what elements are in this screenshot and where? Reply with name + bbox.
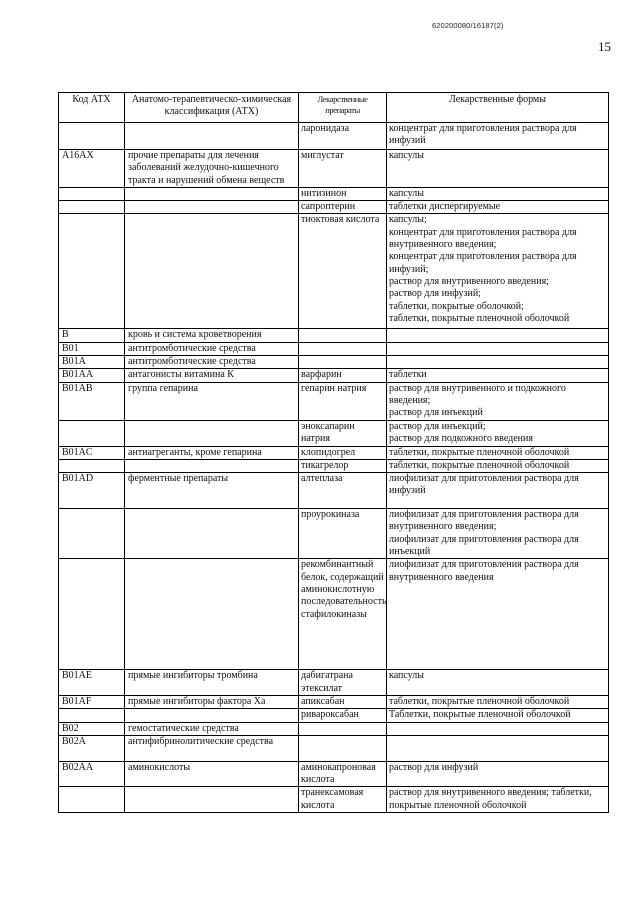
table-row [59, 123, 609, 150]
drug-name-cell: эноксапарин натрия [299, 420, 387, 446]
atc-classification-cell [125, 787, 299, 813]
drug-name-cell: аминокапроновая кислота [299, 761, 387, 787]
drug-name-cell: нитизинон [299, 187, 387, 200]
atc-code-cell: B02A [59, 735, 125, 761]
dosage-form-item: раствор для инъекций [389, 407, 483, 419]
drug-name-cell: сапроптерин [299, 201, 387, 214]
drug-name-cell: миглустат [299, 150, 387, 188]
atc-code-cell: B [59, 329, 125, 342]
table-row [59, 735, 609, 761]
atc-code-cell: B01AD [59, 473, 125, 509]
dosage-form-item: лиофилизат для приготовления раствора для инъекций [389, 533, 579, 558]
table-row [59, 670, 609, 696]
atc-classification-cell [125, 509, 299, 559]
dosage-forms-cell [387, 329, 609, 342]
atc-code-cell: A16AX [59, 150, 125, 188]
atc-code-cell [59, 214, 125, 329]
dosage-form-item: раствор для внутривенного и подкожного введения; [389, 382, 566, 406]
drug-name-cell: клопидогрел [299, 446, 387, 459]
drug-name-cell [299, 722, 387, 735]
atc-code-cell [59, 787, 125, 813]
atc-code-cell: B01AF [59, 695, 125, 708]
atc-code-cell: B02AA [59, 761, 125, 787]
dosage-forms-cell [387, 695, 609, 708]
atc-code-cell: B01A [59, 356, 125, 369]
atc-code-cell: B01AE [59, 670, 125, 696]
atc-classification-cell: аминокислоты [125, 761, 299, 787]
dosage-forms-cell [387, 473, 609, 509]
dosage-forms-cell [387, 420, 609, 446]
column-header-drugs: Лекарственные препараты [299, 93, 387, 123]
dosage-forms-cell [387, 787, 609, 813]
table-row [59, 509, 609, 559]
table-row [59, 473, 609, 509]
drug-name-cell: дабигатрана этексилат [299, 670, 387, 696]
dosage-forms-cell [387, 201, 609, 214]
table-row [59, 150, 609, 188]
dosage-forms-cell [387, 356, 609, 369]
table-row [59, 369, 609, 382]
drug-name-cell [299, 735, 387, 761]
drug-name-cell [299, 329, 387, 342]
table-row [59, 695, 609, 708]
dosage-forms-cell [387, 187, 609, 200]
drug-name-cell: ривароксабан [299, 709, 387, 722]
atc-code-cell: B01 [59, 342, 125, 355]
table-row [59, 214, 609, 329]
atc-code-cell [59, 201, 125, 214]
atc-classification-cell: группа гепарина [125, 382, 299, 420]
table-header-row [59, 93, 609, 123]
table-row [59, 459, 609, 472]
dosage-form-item: таблетки, покрытые оболочкой; [389, 300, 524, 312]
table-row [59, 787, 609, 813]
dosage-forms-cell [387, 509, 609, 559]
dosage-forms-cell [387, 559, 609, 670]
dosage-form-item: капсулы [389, 670, 424, 682]
dosage-forms-cell [387, 382, 609, 420]
drug-name-cell: алтеплаза [299, 473, 387, 509]
table-row [59, 329, 609, 342]
table-row [59, 201, 609, 214]
atc-code-cell: B01AA [59, 369, 125, 382]
dosage-forms-cell [387, 123, 609, 150]
atc-classification-cell: гемостатические средства [125, 722, 299, 735]
atc-classification-cell [125, 559, 299, 670]
column-header-forms: Лекарственные формы [387, 93, 609, 123]
dosage-forms-cell [387, 761, 609, 787]
atc-drug-table [58, 92, 609, 813]
atc-classification-cell: прямые ингибиторы фактора Xa [125, 695, 299, 708]
dosage-forms-cell [387, 709, 609, 722]
dosage-form-item: Таблетки, покрытые пленочной оболочкой [389, 709, 571, 721]
atc-code-cell: B02 [59, 722, 125, 735]
atc-classification-cell [125, 420, 299, 446]
column-header-atc: Анатомо-терапевтическо-химическая классификация (АТХ) [125, 93, 299, 123]
atc-code-cell [59, 509, 125, 559]
dosage-form-item: раствор для внутривенного введения; [389, 275, 549, 287]
dosage-forms-cell [387, 459, 609, 472]
drug-name-cell [299, 356, 387, 369]
atc-classification-cell [125, 709, 299, 722]
dosage-form-item: раствор для внутривенного введения; таблетки, покрытые пленочной оболочкой [389, 787, 592, 811]
drug-name-cell: апиксабан [299, 695, 387, 708]
table-row [59, 559, 609, 670]
dosage-forms-cell [387, 722, 609, 735]
drug-name-cell: ларонидаза [299, 123, 387, 150]
atc-classification-cell [125, 214, 299, 329]
dosage-form-item: раствор для инфузий [389, 761, 479, 773]
dosage-form-item: таблетки, покрытые пленочной оболочкой [389, 312, 570, 324]
dosage-form-item: капсулы [389, 187, 424, 199]
atc-code-cell [59, 187, 125, 200]
atc-classification-cell: антагонисты витамина К [125, 369, 299, 382]
table-row [59, 382, 609, 420]
drug-name-cell: варфарин [299, 369, 387, 382]
dosage-form-item: таблетки [389, 369, 427, 381]
dosage-form-item: раствор для подкожного введения [389, 432, 533, 444]
dosage-form-item: лиофилизат для приготовления раствора для инфузий [389, 473, 579, 497]
atc-classification-cell [125, 123, 299, 150]
dosage-forms-cell [387, 670, 609, 696]
atc-code-cell [59, 709, 125, 722]
dosage-forms-cell [387, 446, 609, 459]
dosage-form-item: концентрат для приготовления раствора для инфузий; [389, 251, 577, 275]
dosage-forms-cell [387, 369, 609, 382]
dosage-form-item: таблетки диспергируемые [389, 201, 501, 213]
atc-code-cell: B01AB [59, 382, 125, 420]
atc-code-cell [59, 559, 125, 670]
table-row [59, 420, 609, 446]
dosage-form-item: таблетки, покрытые пленочной оболочкой [389, 695, 570, 707]
dosage-form-item: таблетки, покрытые пленочной оболочкой [389, 459, 570, 471]
dosage-forms-cell [387, 342, 609, 355]
atc-classification-cell: прочие препараты для лечения заболеваний желудочно-кишечного тракта и нарушений обмена веществ [125, 150, 299, 188]
atc-classification-cell: кровь и система кроветворения [125, 329, 299, 342]
atc-classification-cell [125, 201, 299, 214]
table-row [59, 342, 609, 355]
dosage-form-item: концентрат для приготовления раствора для внутривенного введения; [389, 226, 577, 251]
drug-name-cell [299, 342, 387, 355]
dosage-form-item: раствор для инфузий; [389, 288, 481, 300]
atc-classification-cell [125, 187, 299, 200]
atc-code-cell [59, 459, 125, 472]
table-row [59, 709, 609, 722]
dosage-forms-cell [387, 150, 609, 188]
atc-code-cell [59, 123, 125, 150]
drug-name-cell: рекомбинантный белок, содержащий аминокислотную последовательность стафилокиназы [299, 559, 387, 670]
drug-name-cell: проурокиназа [299, 509, 387, 559]
dosage-form-item: лиофилизат для приготовления раствора для внутривенного введения; [389, 509, 579, 533]
atc-code-cell: B01AC [59, 446, 125, 459]
dosage-form-item: лиофилизат для приготовления раствора для внутривенного введения [389, 559, 579, 583]
drug-name-cell: тикагрелор [299, 459, 387, 472]
drug-name-cell: гепарин натрия [299, 382, 387, 420]
column-header-code: Код АТХ [59, 93, 125, 123]
atc-classification-cell: антитромботические средства [125, 342, 299, 355]
dosage-form-item: капсулы; [389, 214, 427, 226]
drug-name-cell: тиоктовая кислота [299, 214, 387, 329]
atc-classification-cell [125, 459, 299, 472]
atc-classification-cell: антиагреганты, кроме гепарина [125, 446, 299, 459]
drug-name-cell: транексамовая кислота [299, 787, 387, 813]
dosage-forms-cell [387, 735, 609, 761]
table-row [59, 187, 609, 200]
dosage-form-item: концентрат для приготовления раствора для инфузий [389, 123, 577, 147]
atc-classification-cell: антитромботические средства [125, 356, 299, 369]
dosage-forms-cell [387, 214, 609, 329]
dosage-form-item: капсулы [389, 150, 424, 161]
atc-classification-cell: антифибринолитические средства [125, 735, 299, 761]
table-row [59, 761, 609, 787]
table-row [59, 356, 609, 369]
dosage-form-item: раствор для инъекций; [389, 420, 486, 432]
table-body [59, 123, 609, 813]
page-number: 15 [598, 39, 611, 54]
table-row [59, 446, 609, 459]
dosage-form-item: таблетки, покрытые пленочной оболочкой [389, 446, 570, 458]
table-row [59, 722, 609, 735]
document-code: 620200080/16187(2) [432, 21, 504, 30]
atc-classification-cell: прямые ингибиторы тромбина [125, 670, 299, 696]
atc-classification-cell: ферментные препараты [125, 473, 299, 509]
atc-code-cell [59, 420, 125, 446]
